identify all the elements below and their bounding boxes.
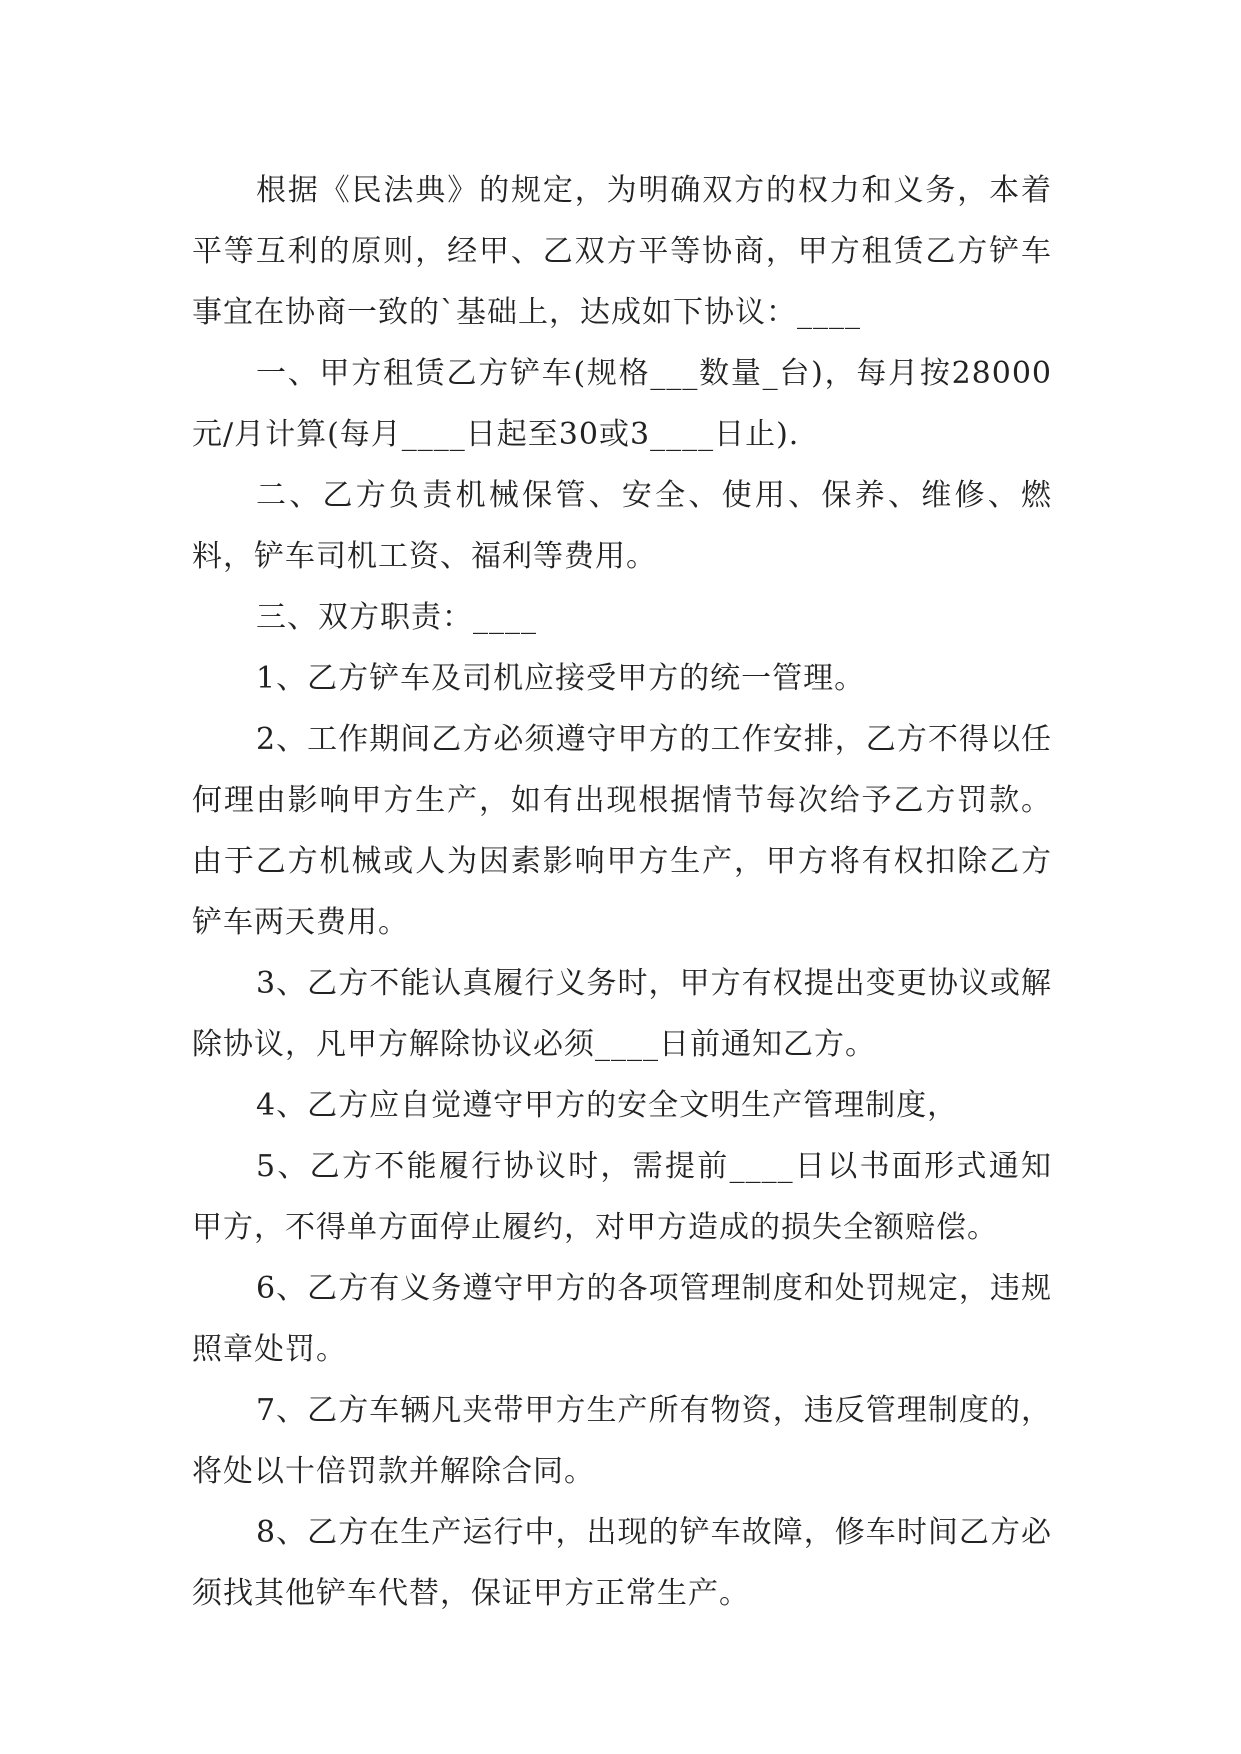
duty-item-7: 7、乙方车辆凡夹带甲方生产所有物资，违反管理制度的，将处以十倍罚款并解除合同。 <box>192 1393 1052 1489</box>
clause-2-responsibilities: 二、乙方负责机械保管、安全、使用、保养、维修、燃料，铲车司机工资、福利等费用。 <box>192 478 1052 574</box>
duty-item-4: 4、乙方应自觉遵守甲方的安全文明生产管理制度， <box>256 1088 959 1123</box>
clause-3-heading: 三、双方职责：____ <box>256 600 537 635</box>
duty-item-3: 3、乙方不能认真履行义务时，甲方有权提出变更协议或解除协议，凡甲方解除协议必须____日前通知乙方。 <box>192 966 1052 1062</box>
intro-paragraph: 根据《民法典》的规定，为明确双方的权力和义务，本着平等互利的原则，经甲、乙双方平等协商，甲方租赁乙方铲车事宜在协商一致的`基础上，达成如下协议：____ <box>192 173 1052 330</box>
duty-item-1: 1、乙方铲车及司机应接受甲方的统一管理。 <box>256 661 866 696</box>
duty-item-6: 6、乙方有义务遵守甲方的各项管理制度和处罚规定，违规照章处罚。 <box>192 1271 1052 1367</box>
duty-item-8: 8、乙方在生产运行中，出现的铲车故障，修车时间乙方必须找其他铲车代替，保证甲方正常生产。 <box>192 1515 1052 1611</box>
clause-1-rental-terms: 一、甲方租赁乙方铲车(规格___数量_台)，每月按28000元/月计算(每月____日起至30或3____日止). <box>192 356 1052 452</box>
duty-item-2: 2、工作期间乙方必须遵守甲方的工作安排，乙方不得以任何理由影响甲方生产，如有出现根据情节每次给予乙方罚款。由于乙方机械或人为因素影响甲方生产，甲方将有权扣除乙方铲车两天费用。 <box>192 722 1052 940</box>
document-body <box>192 160 1052 1624</box>
duty-item-5: 5、乙方不能履行协议时，需提前____日以书面形式通知甲方，不得单方面停止履约，对甲方造成的损失全额赔偿。 <box>192 1149 1052 1245</box>
